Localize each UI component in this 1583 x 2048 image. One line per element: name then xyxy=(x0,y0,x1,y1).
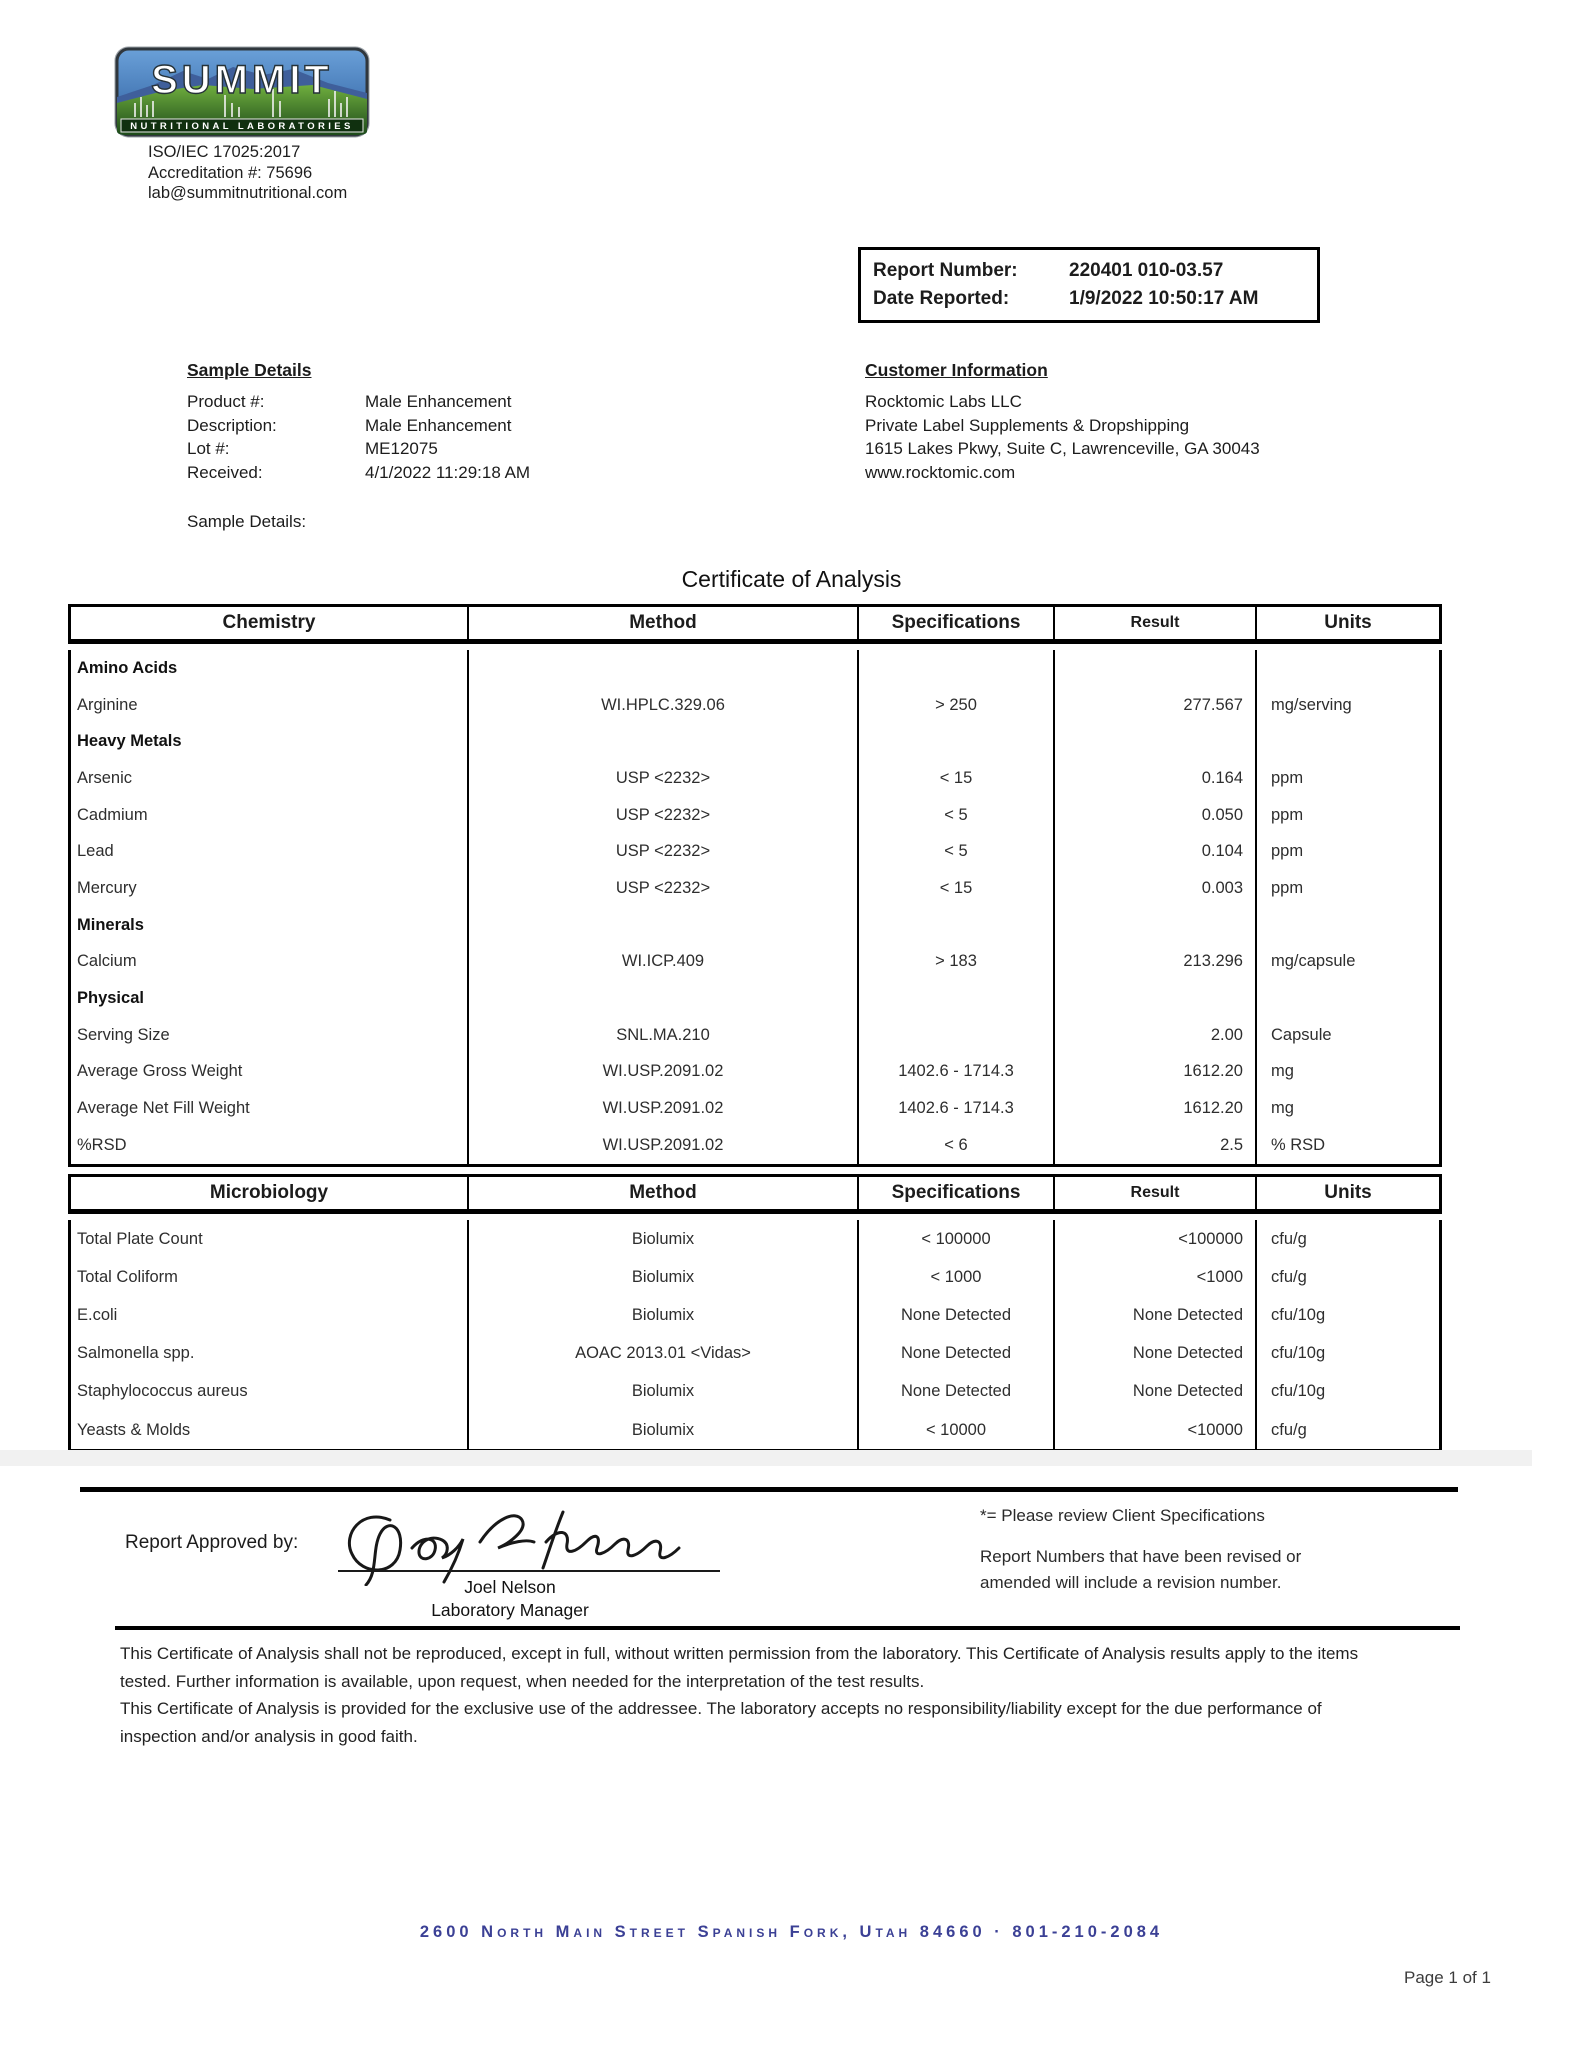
analyte-name-cell: Lead xyxy=(77,842,114,861)
microbiology-table-body xyxy=(68,1220,1442,1452)
sample-field-row xyxy=(187,390,707,414)
result-cell: <10000 xyxy=(1053,1411,1255,1449)
result-cell: 2.5 xyxy=(1053,1127,1255,1164)
specifications-header-cell: Specifications xyxy=(857,1177,1053,1209)
method-cell: Biolumix xyxy=(467,1411,857,1449)
method-cell xyxy=(467,723,857,760)
microbiology-header-cell: Microbiology xyxy=(209,1182,329,1203)
chemistry-table-header xyxy=(68,604,1442,644)
specification-cell: < 100000 xyxy=(857,1220,1053,1258)
units-cell: ppm xyxy=(1255,797,1439,834)
specification-cell xyxy=(857,723,1053,760)
specification-cell xyxy=(857,1017,1053,1054)
units-cell: Capsule xyxy=(1255,1017,1439,1054)
method-cell: USP <2232> xyxy=(467,833,857,870)
page-number-label: Page 1 of 1 xyxy=(1404,1968,1491,1987)
specifications-header-cell: Specifications xyxy=(857,607,1053,639)
result-cell: None Detected xyxy=(1053,1296,1255,1334)
units-cell xyxy=(1255,907,1439,944)
specification-cell: > 250 xyxy=(857,687,1053,724)
page-edge-strip xyxy=(0,1450,1532,1466)
analyte-name-cell: Staphylococcus aureus xyxy=(77,1382,248,1401)
accreditation-block xyxy=(148,142,347,204)
disclaimer-block xyxy=(120,1640,1400,1750)
analyte-name-cell: Calcium xyxy=(77,952,137,971)
method-cell: USP <2232> xyxy=(467,797,857,834)
method-cell: WI.USP.2091.02 xyxy=(467,1127,857,1164)
analyte-name-cell: Mercury xyxy=(77,878,137,897)
method-cell: SNL.MA.210 xyxy=(467,1017,857,1054)
specification-cell xyxy=(857,980,1053,1017)
result-cell: 1612.20 xyxy=(1053,1090,1255,1127)
field-value: ME12075 xyxy=(365,439,438,458)
units-header-cell: Units xyxy=(1255,1177,1439,1209)
result-cell: 0.104 xyxy=(1053,833,1255,870)
customer-information-section xyxy=(865,360,1425,484)
result-cell: 1612.20 xyxy=(1053,1054,1255,1091)
group-label-cell: Amino Acids xyxy=(77,658,178,677)
group-label-cell: Heavy Metals xyxy=(77,732,182,751)
notes-block xyxy=(980,1506,1320,1596)
divider-line xyxy=(80,1487,1458,1492)
method-cell: WI.USP.2091.02 xyxy=(467,1054,857,1091)
client-specifications-note: *= Please review Client Specifications xyxy=(980,1506,1265,1525)
customer-tagline: Private Label Supplements & Dropshipping xyxy=(865,415,1190,435)
method-cell: AOAC 2013.01 <Vidas> xyxy=(467,1335,857,1373)
analyte-name-cell: Serving Size xyxy=(77,1025,170,1044)
approver-title: Laboratory Manager xyxy=(431,1600,589,1620)
units-cell: cfu/10g xyxy=(1255,1296,1439,1334)
sample-details-fields xyxy=(187,390,707,484)
sample-field-row xyxy=(187,414,707,438)
analyte-name-cell: Average Gross Weight xyxy=(77,1062,243,1081)
result-cell xyxy=(1053,650,1255,687)
approver-block xyxy=(320,1576,700,1622)
method-cell: WI.ICP.409 xyxy=(467,944,857,981)
units-cell xyxy=(1255,723,1439,760)
result-header-cell: Result xyxy=(1053,607,1255,639)
result-cell: None Detected xyxy=(1053,1335,1255,1373)
analyte-name-cell: Cadmium xyxy=(77,805,148,824)
method-cell xyxy=(467,650,857,687)
date-reported-label: Date Reported: xyxy=(873,288,1010,309)
report-number-value: 220401 010-03.57 xyxy=(1069,260,1224,281)
specification-cell xyxy=(857,907,1053,944)
analyte-name-cell: Arsenic xyxy=(77,768,133,787)
field-value: Male Enhancement xyxy=(365,415,512,435)
group-label-cell: Minerals xyxy=(77,915,144,934)
units-cell xyxy=(1255,650,1439,687)
summit-logo xyxy=(113,45,371,139)
units-cell: ppm xyxy=(1255,870,1439,907)
result-header-cell: Result xyxy=(1053,1177,1255,1209)
divider-line xyxy=(115,1626,1460,1630)
microbiology-table-header xyxy=(68,1174,1442,1214)
units-cell: mg xyxy=(1255,1054,1439,1091)
specification-cell: < 1000 xyxy=(857,1258,1053,1296)
units-cell: cfu/g xyxy=(1255,1411,1439,1449)
chemistry-table-body xyxy=(68,650,1442,1167)
units-header-cell: Units xyxy=(1255,607,1439,639)
method-cell: USP <2232> xyxy=(467,870,857,907)
report-approved-by-label: Report Approved by: xyxy=(125,1532,299,1553)
analyte-name-cell: Salmonella spp. xyxy=(77,1344,195,1363)
certificate-title: Certificate of Analysis xyxy=(681,566,902,592)
units-cell: cfu/g xyxy=(1255,1258,1439,1296)
sample-details-title: Sample Details xyxy=(187,360,312,380)
method-cell: Biolumix xyxy=(467,1373,857,1411)
customer-website: www.rocktomic.com xyxy=(865,462,1016,482)
specification-cell xyxy=(857,650,1053,687)
field-label: Product #: xyxy=(187,392,265,411)
customer-address: 1615 Lakes Pkwy, Suite C, Lawrenceville, GA 30043 xyxy=(865,439,1260,458)
method-cell: WI.USP.2091.02 xyxy=(467,1090,857,1127)
result-cell: None Detected xyxy=(1053,1373,1255,1411)
result-cell: 213.296 xyxy=(1053,944,1255,981)
disclaimer-paragraph: This Certificate of Analysis is provided for the exclusive use of the addressee. The laboratory accepts no responsibility/liability except for the due performance of inspection and/or analysis in good faith. xyxy=(120,1699,1322,1746)
units-cell: % RSD xyxy=(1255,1127,1439,1164)
method-cell xyxy=(467,907,857,944)
sample-field-row xyxy=(187,437,707,461)
iso-standard-text: ISO/IEC 17025:2017 xyxy=(148,143,301,161)
approver-name: Joel Nelson xyxy=(464,1577,556,1597)
method-cell: USP <2232> xyxy=(467,760,857,797)
analyte-name-cell: Total Coliform xyxy=(77,1267,178,1286)
signature-line xyxy=(338,1570,720,1572)
specification-cell: < 15 xyxy=(857,760,1053,797)
result-cell: 0.003 xyxy=(1053,870,1255,907)
date-reported-value: 1/9/2022 10:50:17 AM xyxy=(1069,288,1259,309)
customer-information-title: Customer Information xyxy=(865,360,1048,380)
field-label: Description: xyxy=(187,415,277,435)
method-cell: WI.HPLC.329.06 xyxy=(467,687,857,724)
units-cell: mg/serving xyxy=(1255,687,1439,724)
method-header-cell: Method xyxy=(467,1177,857,1209)
result-cell xyxy=(1053,980,1255,1017)
group-label-cell: Physical xyxy=(77,989,144,1008)
specification-cell: < 5 xyxy=(857,797,1053,834)
report-number-label: Report Number: xyxy=(873,260,1018,281)
result-cell: 0.164 xyxy=(1053,760,1255,797)
analyte-name-cell: E.coli xyxy=(77,1305,118,1324)
method-cell: Biolumix xyxy=(467,1220,857,1258)
analyte-name-cell: Arginine xyxy=(77,695,138,714)
result-cell xyxy=(1053,723,1255,760)
customer-name: Rocktomic Labs LLC xyxy=(865,392,1022,411)
method-header-cell: Method xyxy=(467,607,857,639)
specification-cell: 1402.6 - 1714.3 xyxy=(857,1054,1053,1091)
units-cell: mg/capsule xyxy=(1255,944,1439,981)
units-cell: cfu/10g xyxy=(1255,1335,1439,1373)
result-cell: <100000 xyxy=(1053,1220,1255,1258)
field-value: Male Enhancement xyxy=(365,392,512,411)
analyte-name-cell: %RSD xyxy=(77,1135,127,1154)
method-cell: Biolumix xyxy=(467,1296,857,1334)
revision-note: Report Numbers that have been revised or amended will include a revision number. xyxy=(980,1547,1302,1592)
specification-cell: None Detected xyxy=(857,1373,1053,1411)
units-cell: ppm xyxy=(1255,833,1439,870)
accreditation-number-text: Accreditation #: 75696 xyxy=(148,163,313,182)
specification-cell: < 15 xyxy=(857,870,1053,907)
units-cell: cfu/10g xyxy=(1255,1373,1439,1411)
lab-address-footer: 2600 North Main Street Spanish Fork, Utah 84660 · 801-210-2084 xyxy=(419,1923,1164,1941)
specification-cell: < 6 xyxy=(857,1127,1053,1164)
logo-tagline-text: NUTRITIONAL LABORATORIES xyxy=(130,121,354,132)
analyte-name-cell: Total Plate Count xyxy=(77,1229,203,1248)
chemistry-header-cell: Chemistry xyxy=(222,612,316,633)
method-cell: Biolumix xyxy=(467,1258,857,1296)
analyte-name-cell: Average Net Fill Weight xyxy=(77,1099,250,1118)
analyte-name-cell: Yeasts & Molds xyxy=(77,1420,191,1439)
field-value: 4/1/2022 11:29:18 AM xyxy=(365,462,531,482)
specification-cell: < 5 xyxy=(857,833,1053,870)
lab-email-text: lab@summitnutritional.com xyxy=(148,184,348,202)
result-cell xyxy=(1053,907,1255,944)
sample-details-section xyxy=(187,360,707,484)
units-cell: cfu/g xyxy=(1255,1220,1439,1258)
specification-cell: < 10000 xyxy=(857,1411,1053,1449)
sample-field-row xyxy=(187,461,707,485)
specification-cell: None Detected xyxy=(857,1335,1053,1373)
result-cell: 2.00 xyxy=(1053,1017,1255,1054)
units-cell xyxy=(1255,980,1439,1017)
disclaimer-paragraph: This Certificate of Analysis shall not be reproduced, except in full, without written permission from the laboratory. This Certificate of Analysis results apply to the items tested. Further information is available, upon request, when needed for the interpretation of the test results. xyxy=(120,1644,1359,1691)
result-cell: 0.050 xyxy=(1053,797,1255,834)
method-cell xyxy=(467,980,857,1017)
units-cell: ppm xyxy=(1255,760,1439,797)
field-label: Received: xyxy=(187,462,263,482)
units-cell: mg xyxy=(1255,1090,1439,1127)
report-box xyxy=(858,247,1320,323)
result-cell: 277.567 xyxy=(1053,687,1255,724)
specification-cell: > 183 xyxy=(857,944,1053,981)
specification-cell: 1402.6 - 1714.3 xyxy=(857,1090,1053,1127)
summit-logo-image xyxy=(113,45,371,139)
field-label: Lot #: xyxy=(187,439,230,458)
logo-brand-text: SUMMIT xyxy=(151,58,333,102)
specification-cell: None Detected xyxy=(857,1296,1053,1334)
result-cell: <1000 xyxy=(1053,1258,1255,1296)
sample-details-extra-label: Sample Details: xyxy=(187,512,307,531)
